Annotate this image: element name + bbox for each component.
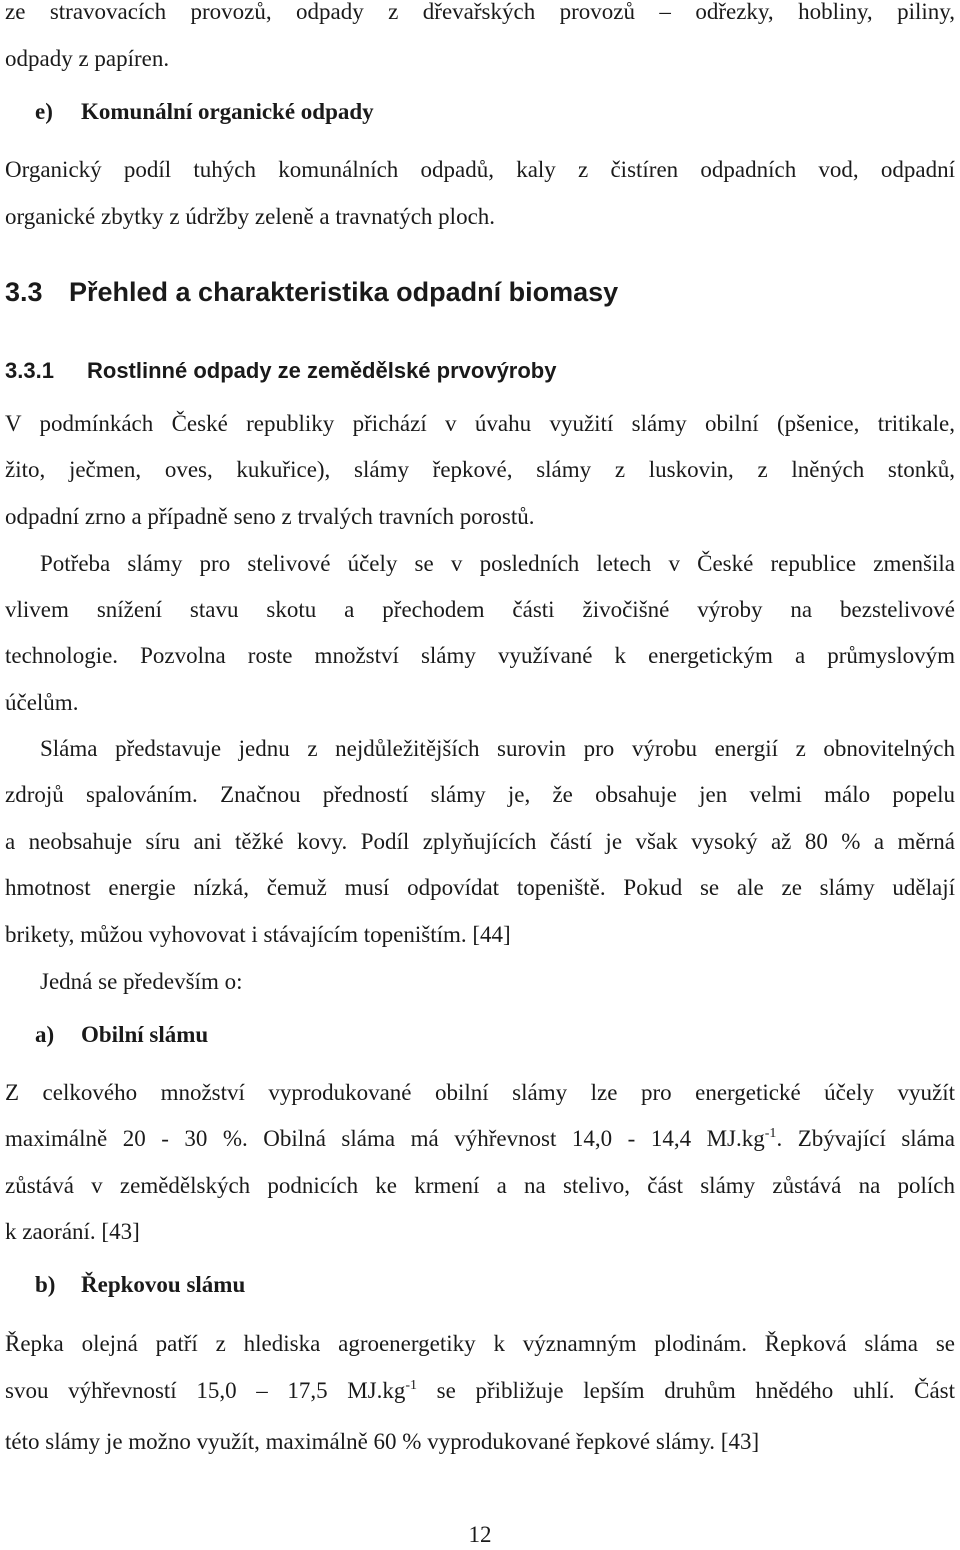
section-title: Řepkovou slámu bbox=[81, 1272, 246, 1297]
text-line: zdrojů spalováním. Značnou předností slámy je, že obsahuje jen velmi málo popelu bbox=[5, 782, 955, 807]
text-line: zůstává v zemědělských podnicích ke krmení a na stelivo, část slámy zůstává na polích bbox=[5, 1173, 955, 1198]
text-line: odpady z papíren. bbox=[5, 46, 170, 71]
text-line: maximálně 20 - 30 %. Obilná sláma má výhřevnost 14,0 - 14,4 $MJ.kg^{-1}$. Zbývající sláma bbox=[5, 1126, 955, 1151]
heading-title: Rostlinné odpady ze zemědělské prvovýroby bbox=[87, 358, 557, 383]
text-line: žito, ječmen, oves, kukuřice), slámy řepkové, slámy z luskovin, z lněných stonků, bbox=[5, 457, 955, 482]
text-line: hmotnost energie nízká, čemuž musí odpovídat topeniště. Pokud se ale ze slámy udělají bbox=[5, 875, 955, 900]
list-letter: a) bbox=[35, 1022, 55, 1047]
section-title: Obilní slámu bbox=[81, 1022, 209, 1047]
text-line: svou výhřevností 15,0 – 17,5 $MJ.kg^{-1}$ se přibližuje lepším druhům hnědého uhlí. Část bbox=[5, 1378, 955, 1403]
section-b-heading bbox=[5, 1271, 955, 1299]
page-number: 12 bbox=[468, 1522, 492, 1547]
heading-number: 3.3.1 bbox=[5, 358, 54, 383]
text-line: a neobsahuje síru ani těžké kovy. Podíl zplyňujících částí je však vysoký až 80 % a měrná bbox=[5, 829, 955, 854]
text-line: této slámy je možno využít, maximálně 60 % vyprodukované řepkové slámy. [43] bbox=[5, 1429, 760, 1454]
text-line: Sláma představuje jednu z nejdůležitějších surovin pro výrobu energií z obnovitelných bbox=[40, 736, 955, 761]
list-letter: b) bbox=[35, 1272, 56, 1297]
text-line: Jedná se především o: bbox=[40, 969, 243, 994]
text-line: organické zbytky z údržby zeleně a travnatých ploch. bbox=[5, 204, 496, 229]
text-line: V podmínkách České republiky přichází v úvahu využití slámy obilní (pšenice, tritikale, bbox=[5, 411, 955, 436]
text-line: Organický podíl tuhých komunálních odpadů, kaly z čistíren odpadních vod, odpadní bbox=[5, 157, 955, 182]
text-line: k zaorání. [43] bbox=[5, 1219, 140, 1244]
text-line: ze stravovacích provozů, odpady z dřevařských provozů – odřezky, hobliny, piliny, bbox=[5, 0, 955, 24]
superscript: -1 bbox=[764, 1126, 777, 1141]
text-line: odpadní zrno a případně seno z trvalých travních porostů. bbox=[5, 504, 535, 529]
heading-title: Přehled a charakteristika odpadní biomasy bbox=[69, 277, 619, 307]
section-e-heading bbox=[5, 98, 955, 126]
text-line: vlivem snížení stavu skotu a přechodem části živočišné výroby na bezstelivové bbox=[5, 597, 955, 622]
heading-number: 3.3 bbox=[5, 277, 43, 307]
text-line: Z celkového množství vyprodukované obilní slámy lze pro energetické účely využít bbox=[5, 1080, 955, 1105]
text-line: Řepka olejná patří z hlediska agroenergetiky k významným plodinám. Řepková sláma se bbox=[5, 1331, 955, 1356]
section-a-heading bbox=[5, 1021, 955, 1049]
text-line: technologie. Pozvolna roste množství slámy využívané k energetickým a průmyslovým bbox=[5, 643, 955, 668]
list-letter: e) bbox=[35, 99, 53, 124]
section-heading-3-3 bbox=[5, 278, 955, 306]
section-heading-3-3-1 bbox=[5, 357, 955, 385]
section-title: Komunální organické odpady bbox=[81, 99, 374, 124]
text-line: účelům. bbox=[5, 690, 79, 715]
text-line: brikety, můžou vyhovovat i stávajícím topeništím. [44] bbox=[5, 922, 511, 947]
text-line: Potřeba slámy pro stelivové účely se v posledních letech v České republice zmenšila bbox=[40, 551, 955, 576]
superscript: -1 bbox=[405, 1378, 418, 1393]
